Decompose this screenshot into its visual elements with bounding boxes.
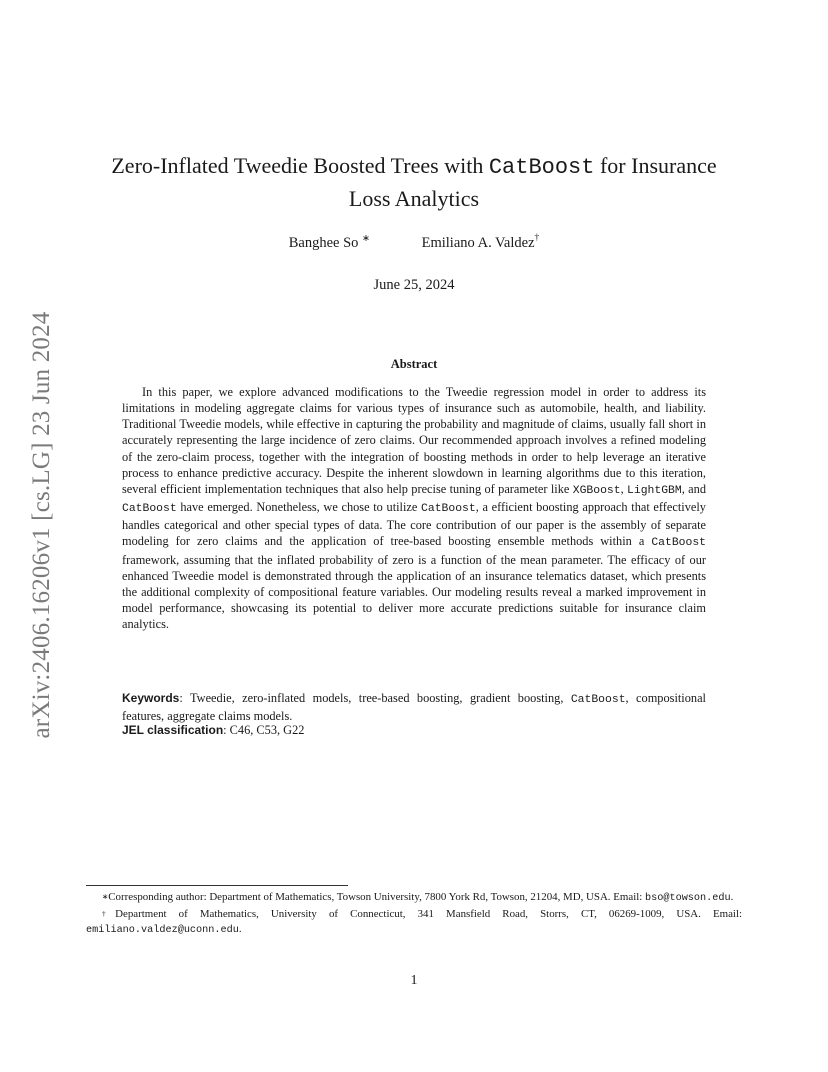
footnote [86, 907, 742, 939]
author-footnote-mark: ∗ [362, 234, 370, 244]
keywords-text: , compositional features, aggregate claims models. [122, 691, 706, 724]
page-number: 1 [410, 973, 418, 988]
title-part-2: for Insurance [594, 153, 717, 178]
author [289, 235, 370, 252]
jel-codes: : C46, C53, G22 [223, 723, 305, 737]
footnote-text: Department of Mathematics, University of Connecticut, 341 Mansfield Road, Storrs, CT, 06269-1009, USA. Email: [115, 907, 743, 920]
title-part-1: Zero-Inflated Tweedie Boosted Trees with [111, 153, 489, 178]
abstract-text: , [620, 481, 628, 496]
jel-classification [122, 723, 304, 738]
footnote [86, 890, 742, 907]
title-code: CatBoost [488, 155, 595, 180]
author-footnote-mark: † [534, 233, 540, 243]
code-term: CatBoost [122, 503, 177, 516]
abstract-text: , a efficient boosting approach that effectively handles categorical and other special types of data. The core contribution of our paper is the assembly of separate modeling for zero claims and the application of tree-based boosting ensemble methods within a [122, 500, 706, 549]
code-term: CatBoost [651, 537, 706, 550]
jel-label: JEL classification [122, 723, 224, 737]
abstract-text: In this paper, we explore advanced modifications to the Tweedie regression model in order to address its limitations in modeling aggregate claims for various types of insurance such as automobile, health, and liability. Traditional Tweedie models, while effective in capturing the probability and magnitude of claims, usually fall short in accurately representing the large incidence of zero claims. Our recommended approach involves a refined modeling of the zero-claim process, together with the integration of boosting methods in order to help leverage an iterative process to enhance predictive accuracy. Despite the inherent slowdown in learning algorithms due to this iteration, several efficient implementation techniques that also help precise tuning of parameter like [122, 385, 706, 496]
title-line-2: Loss Analytics [348, 186, 480, 211]
abstract-body [122, 384, 706, 632]
arxiv-stamp-text: arXiv:2406.16206v1 [cs.LG] 23 Jun 2024 [28, 311, 55, 739]
footnote-rule [86, 885, 348, 886]
code-term: CatBoost [570, 694, 626, 706]
footnote-end: . [730, 891, 734, 903]
footnotes [86, 890, 742, 939]
keywords-text: : Tweedie, zero-inflated models, tree-based boosting, gradient boosting, [179, 691, 571, 705]
author-list [0, 235, 828, 252]
footnote-end: . [238, 923, 242, 935]
keywords-label: Keywords [122, 691, 180, 705]
footnote-email[interactable]: emiliano.valdez@uconn.edu [86, 925, 239, 936]
paper-title [90, 150, 738, 214]
code-term: CatBoost [421, 503, 476, 516]
keywords [122, 690, 706, 724]
author-name: Banghee So [288, 235, 359, 251]
code-term: XGBoost [572, 484, 621, 497]
author [422, 235, 540, 252]
footnote-email[interactable]: bso@towson.edu [645, 893, 731, 904]
paper-date: June 25, 2024 [373, 277, 455, 293]
abstract-heading: Abstract [390, 357, 438, 371]
abstract-text: framework, assuming that the inflated probability of zero is a function of the mean parameter. The efficacy of our enhanced Tweedie model is demonstrated through the application of an insurance telematics dataset, which presents the additional complexity of compositional feature variables. Our modeling results reveal a marked improvement in model performance, showcasing its potential to deliver more accurate predictions suitable for insurance claim analytics. [122, 552, 706, 632]
abstract-text: , and [681, 481, 707, 496]
abstract-text: have emerged. Nonetheless, we chose to utilize [176, 500, 422, 515]
author-name: Emiliano A. Valdez [421, 235, 535, 251]
footnote-mark: ∗ [102, 892, 109, 901]
code-term: LightGBM [627, 484, 682, 497]
footnote-text: Corresponding author: Department of Mathematics, Towson University, 7800 York Rd, Towson, 21204, MD, USA. Email: [108, 891, 646, 903]
footnote-mark: † [102, 908, 116, 918]
